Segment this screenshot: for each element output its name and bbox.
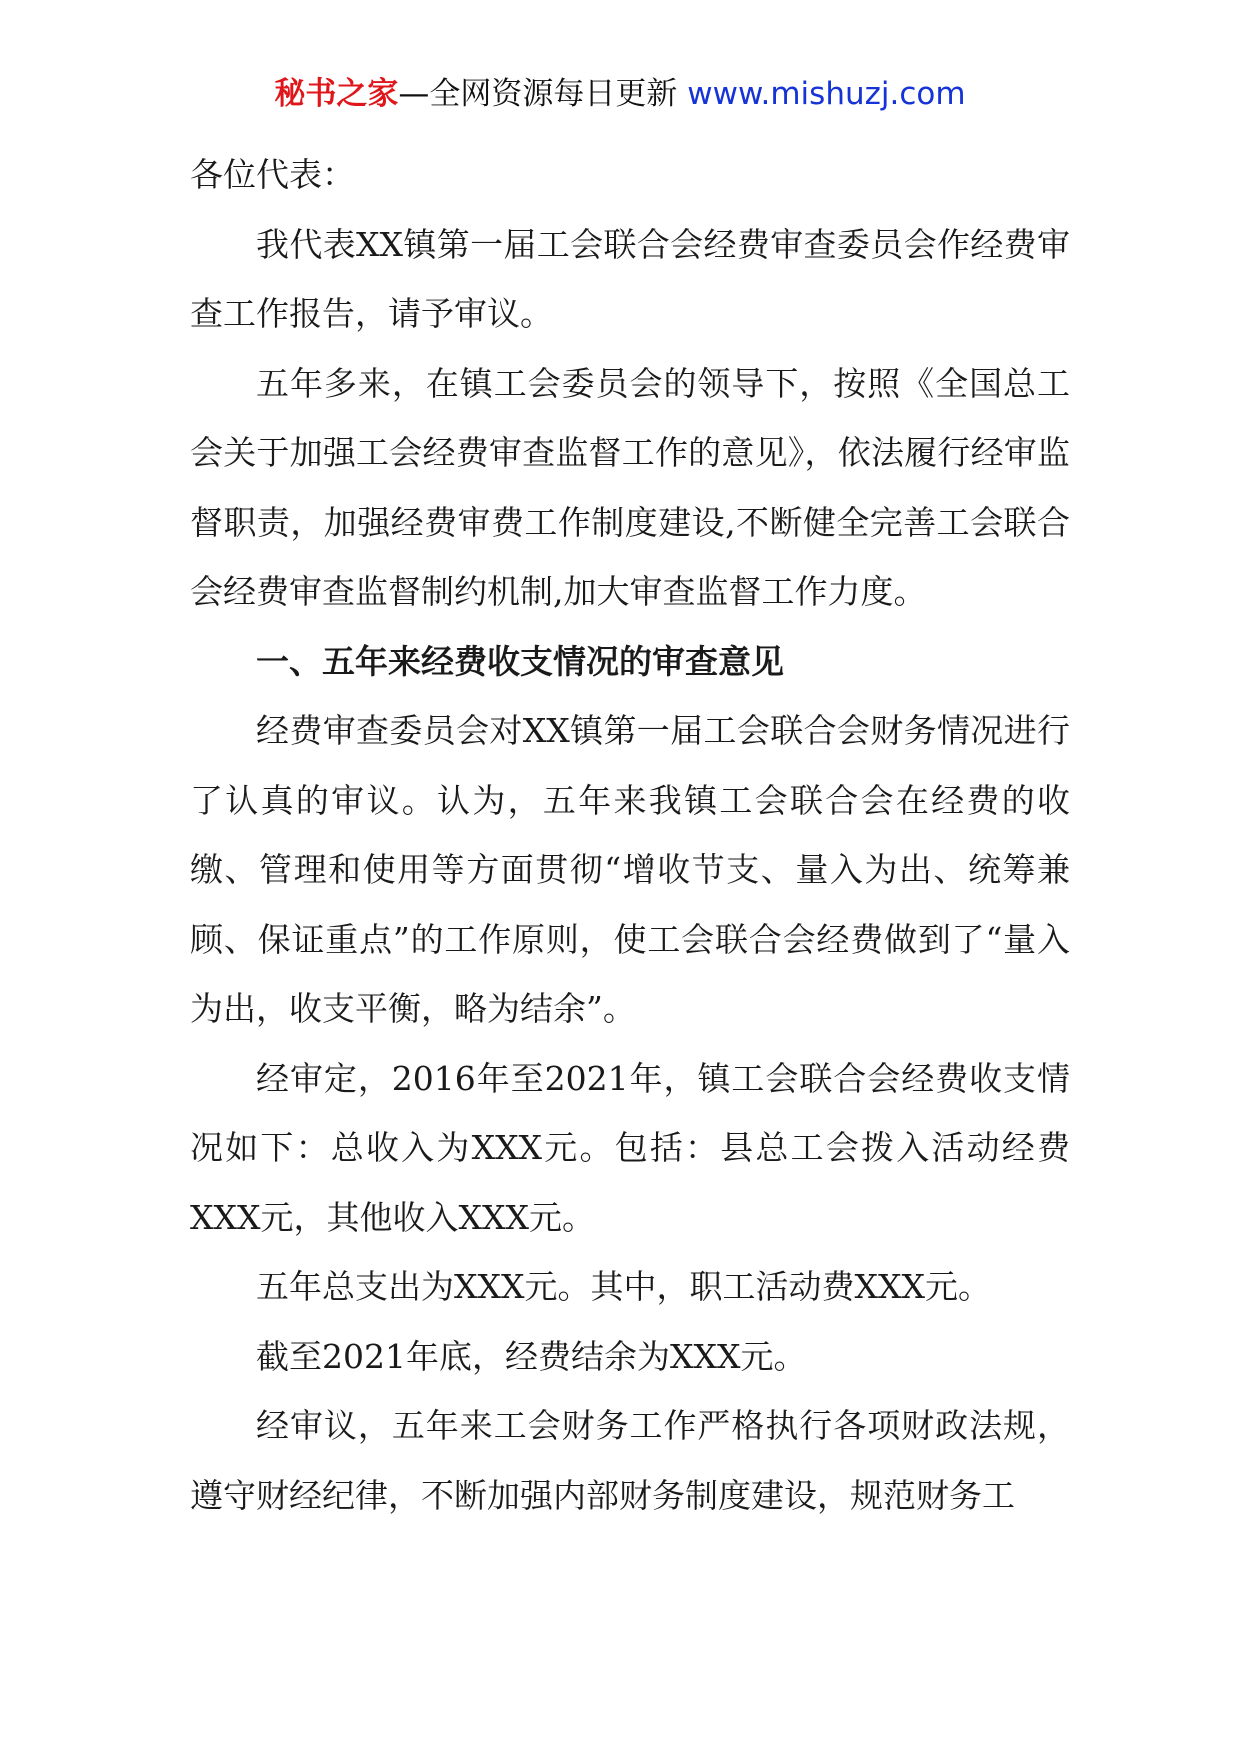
page-header (0, 72, 1240, 116)
header-tagline: —全网资源每日更新 (398, 76, 688, 112)
header-url-link[interactable]: www.mishuzj.com (687, 76, 966, 112)
salutation: 各位代表： (190, 155, 355, 194)
income-paragraph: 经审定，2016年至2021年，镇工会联合会经费收支情况如下：总收入为XXX元。包括：县总工会拨入活动经费XXX元，其他收入XXX元。 (190, 1058, 1070, 1237)
overview-paragraph: 五年多来，在镇工会委员会的领导下，按照《全国总工会关于加强工会经费审查监督工作的意见》，依法履行经审监督职责，加强经费审费工作制度建设,不断健全完善工会联合会经费审查监督制约机制,加大审查监督工作力度。 (190, 363, 1070, 611)
document-body (190, 140, 1070, 1530)
intro-paragraph: 我代表XX镇第一届工会联合会经费审查委员会作经费审查工作报告，请予审议。 (190, 224, 1070, 333)
review-opinion-paragraph: 经费审查委员会对XX镇第一届工会联合会财务情况进行了认真的审议。认为，五年来我镇工会联合会在经费的收缴、管理和使用等方面贯彻“增收节支、量入为出、统筹兼顾、保证重点”的工作原则，使工会联合会经费做到了“量入为出，收支平衡，略为结余”。 (190, 711, 1070, 1028)
section-heading: 一、五年来经费收支情况的审查意见 (256, 641, 784, 681)
header-brand: 秘书之家 (274, 76, 399, 112)
compliance-paragraph: 经审议，五年来工会财务工作严格执行各项财政法规，遵守财经纪律，不断加强内部财务制度建设，规范财务工 (190, 1406, 1070, 1515)
expenditure-paragraph: 五年总支出为XXX元。其中，职工活动费XXX元。 (256, 1267, 991, 1306)
balance-paragraph: 截至2021年底，经费结余为XXX元。 (256, 1336, 807, 1376)
